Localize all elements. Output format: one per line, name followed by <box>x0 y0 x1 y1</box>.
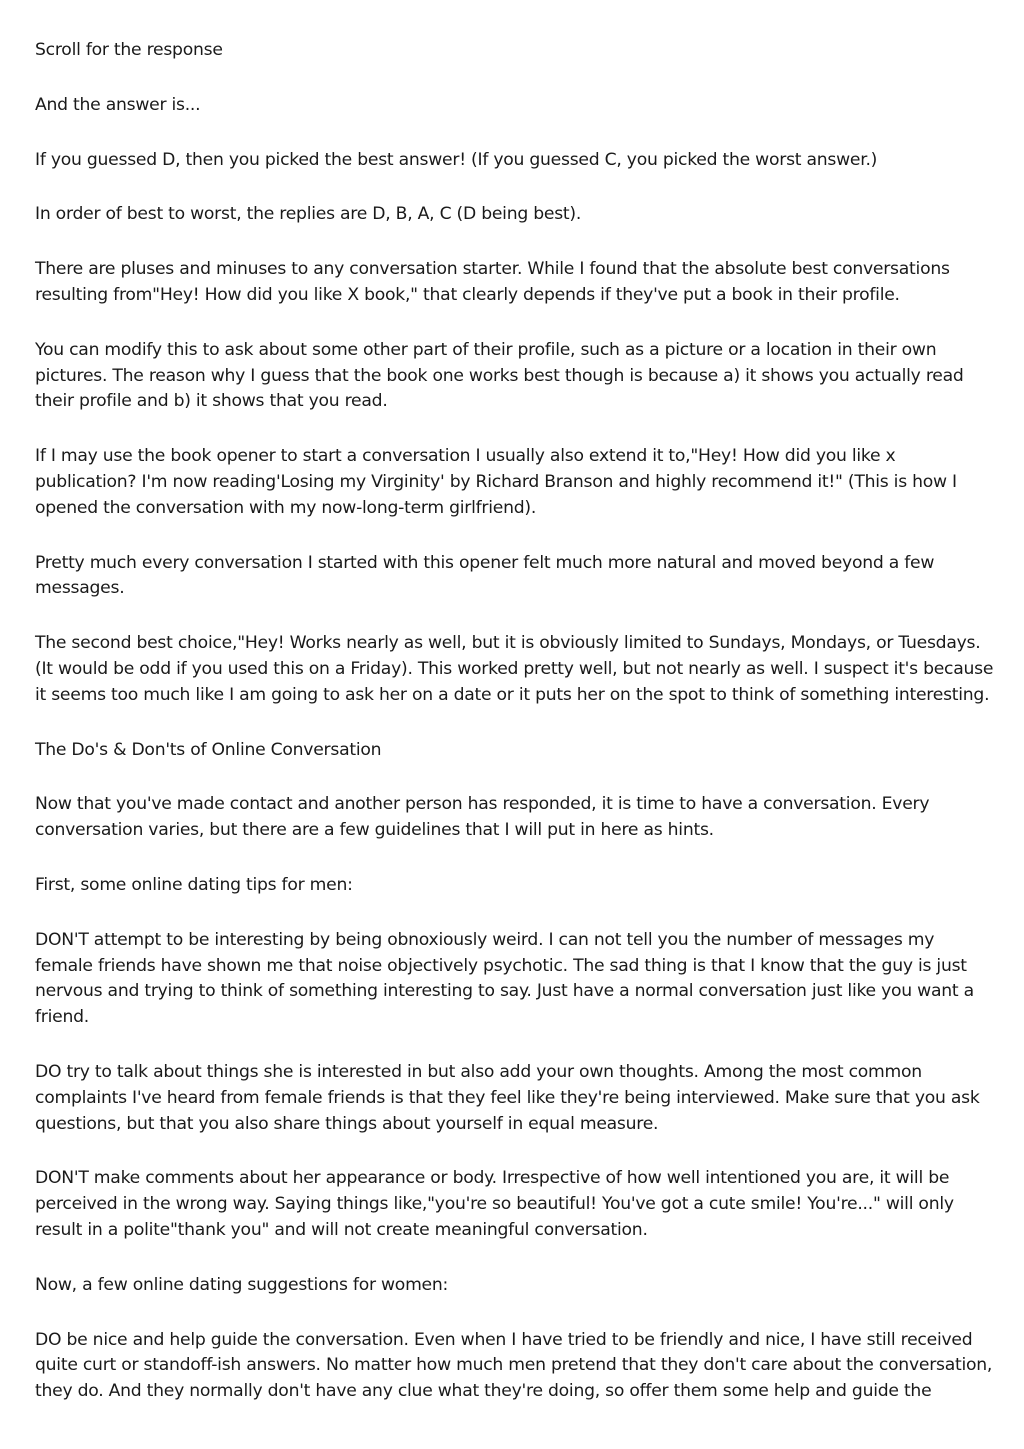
document-body <box>35 38 995 1434</box>
paragraph-scroll-prompt: Scroll for the response <box>35 40 223 60</box>
paragraph-natural-conversation: Pretty much every conversation I started with this opener felt much more natural and moved beyond a few messages. <box>35 552 935 599</box>
paragraph-dont-appearance: DON'T make comments about her appearance or body. Irrespective of how well intentioned you are, it will be perceived in the wrong way. Saying things like,"you're so beautiful! You've got a cute smile! You're..." will only result in a polite"thank you" and will not create meaningful conversation. <box>35 1168 954 1240</box>
section-heading-dos-donts: The Do's & Don'ts of Online Conversation <box>35 739 382 760</box>
paragraph-dont-weird: DON'T attempt to be interesting by being obnoxiously weird. I can not tell you the number of messages my female friends have shown me that noise objectively psychotic. The sad thing is that I know that the guy is just nervous and trying to think of something interesting to say. Just have a normal conversation just like you want a friend. <box>35 929 974 1028</box>
paragraph-book-opener: If I may use the book opener to start a conversation I usually also extend it to,"Hey! How did you like x publication? I'm now reading'Losing my Virginity' by Richard Branson and highly recommend it!" (This is how I opened the conversation with my now-long-term girlfriend). <box>35 446 957 518</box>
paragraph-modify-profile: You can modify this to ask about some other part of their profile, such as a picture or a location in their own pictures. The reason why I guess that the book one works best though is because a) it shows you actually read their profile and b) it shows that you read. <box>35 339 964 412</box>
paragraph-second-best: The second best choice,"Hey! Works nearly as well, but it is obviously limited to Sundays, Mondays, or Tuesdays. (It would be odd if you used this on a Friday). This worked pretty well, but not nearly as well. I suspect it's because it seems too much like I am going to ask her on a date or it puts her on the spot to think of something interesting. <box>35 633 994 705</box>
paragraph-do-talk: DO try to talk about things she is interested in but also add your own thoughts. Among the most common complaints I've heard from female friends is that they feel like they're being interviewed. Make sure that you ask questions, but that you also share things about yourself in equal measure. <box>35 1061 980 1134</box>
paragraph-tips-for-men: First, some online dating tips for men: <box>35 874 353 895</box>
paragraph-answer-intro: And the answer is... <box>35 94 201 115</box>
paragraph-made-contact: Now that you've made contact and another person has responded, it is time to have a conversation. Every conversation varies, but there are a few guidelines that I will put in here as hints. <box>35 794 930 841</box>
paragraph-pluses-minuses: There are pluses and minuses to any conversation starter. While I found that the absolute best conversations resulting from"Hey! How did you like X book," that clearly depends if they've put a book in their profile. <box>35 259 950 305</box>
paragraph-tips-for-women: Now, a few online dating suggestions for women: <box>35 1274 449 1295</box>
paragraph-guess-result: If you guessed D, then you picked the best answer! (If you guessed C, you picked the worst answer.) <box>35 149 878 170</box>
paragraph-do-be-nice: DO be nice and help guide the conversation. Even when I have tried to be friendly and nice, I have still received quite curt or standoff-ish answers. No matter how much men pretend that they don't care about the conversation, they do. And they normally don't have any clue what they're doing, so offer them some help and guide the <box>35 1329 993 1402</box>
paragraph-ranking: In order of best to worst, the replies are D, B, A, C (D being best). <box>35 204 582 225</box>
